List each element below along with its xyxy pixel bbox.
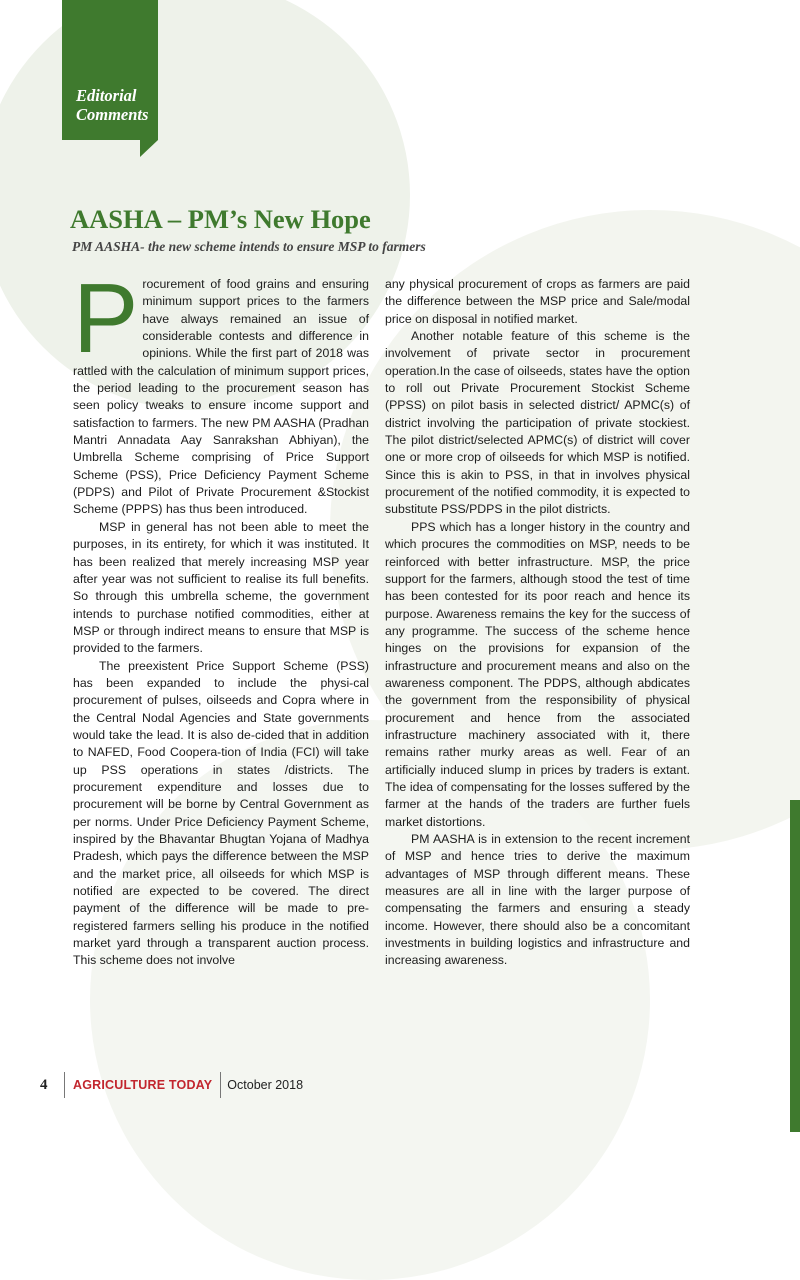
page-number: 4 (40, 1076, 48, 1093)
section-tab-label (76, 86, 148, 124)
issue-date: October 2018 (227, 1078, 304, 1092)
magazine-name: AGRICULTURE TODAY (73, 1078, 213, 1092)
section-tab-line2: Comments (76, 105, 149, 124)
paragraph: PPS which has a longer history in the country and which procures the commodities on MSP, needs to be reinforced with better infrastructure. MSP, the price support for the farmers, although stood the test of time has been contested for its poor reach and hence its purpose. Awareness remains the key for the success of any programme. The success of the scheme hence hinges on the provisions for expansion of the infrastructure and procurement means and also on the awareness component. The PDPS, although abdicates the government from the responsibility of physical procurement and hence from the associated infrastructure machinery associated with it, there remains rather murky areas as well. Fear of an artificially induced slump in prices by traders is extant. The idea of compensating for the losses suffered by the farmer at the hands of the traders are further fuels market distortions. (385, 519, 690, 829)
paragraph: MSP in general has not been able to meet the purposes, in its entirety, for which it was instituted. It has been realized that merely increasing MSP year after year was not sufficient to realise its full benefits. So through this umbrella scheme, the government intends to purchase notified commodities, either at MSP or through indirect means to ensure that MSP is provided to the farmers. (73, 519, 369, 656)
page-footer (40, 1072, 303, 1098)
article-column-right (385, 276, 690, 970)
side-accent-strip (790, 800, 800, 1132)
paragraph (73, 263, 369, 519)
article-column-left (73, 263, 369, 970)
section-tab (62, 0, 158, 140)
paragraph-text: rocurement of food grains and ensuring minimum support prices to the farmers have always remained an issue of considerable contests and difference in opinions. While the first part of 2018 was rattled with the calculation of minimum support prices, the period leading to the procurement season has seen policy tweaks to ensure income support and satisfaction to farmers. The new PM AASHA (Pradhan Mantri Annadata Aay Sanrakshan Abhiyan), the Umbrella Scheme comprising of Price Support Scheme (PSS), Price Deficiency Payment Scheme (PDPS) and Pilot of Private Procurement &Stockist Scheme (PPPS) has thus been introduced. (73, 277, 369, 517)
drop-cap: P (73, 263, 139, 373)
paragraph: Another notable feature of this scheme is the involvement of private sector in procurement operation.In the case of oilseeds, states have the option to roll out Private Procurement Stockist Scheme (PPSS) on pilot basis in selected district/ APMC(s) of district involving the participation of private stockiest. The pilot district/selected APMC(s) of district will cover one or more crop of oilseeds for which MSP is notified. Since this is akin to PSS, in that in involves physical procurement of the notified commodity, it is expected to substitute PSS/PDPS in the pilot districts. (385, 329, 690, 517)
article-title: AASHA – PM’s New Hope (70, 204, 371, 234)
paragraph: PM AASHA is in extension to the recent increment of MSP and hence tries to derive the maximum advantages of MSP through different means. These measures are all in line with the larger purpose of compensating the farmers and ensuring a steady income. However, there should also be a concomitant investments in building logistics and infrastructure and increasing awareness. (385, 832, 690, 968)
paragraph: The preexistent Price Support Scheme (PSS) has been expanded to include the physi-cal procurement of pulses, oilseeds and Copra where in the Central Nodal Agencies and State governments would take the lead. It is also de-cided that in addition to NAFED, Food Coopera-tion of India (FCI) will take up PSS operations in states /districts. The procurement expenditure and losses due to procurement will be borne by Central Government as per norms. Under Price Deficiency Payment Scheme, inspired by the Bhavantar Bhugtan Yojana of Madhya Pradesh, which pays the difference between the MSP and the market price, all oilseeds for which MSP is notified are expected to be covered. The direct payment of the difference will be made to pre-registered farmers selling his produce in the notified market yard through a transparent auction process. This scheme does not involve (73, 658, 369, 968)
paragraph: any physical procurement of crops as farmers are paid the difference between the MSP price and Sale/modal price on disposal in notified market. (385, 277, 690, 326)
section-tab-line1: Editorial (76, 86, 137, 105)
article-subtitle: PM AASHA- the new scheme intends to ensure MSP to farmers (72, 239, 426, 254)
